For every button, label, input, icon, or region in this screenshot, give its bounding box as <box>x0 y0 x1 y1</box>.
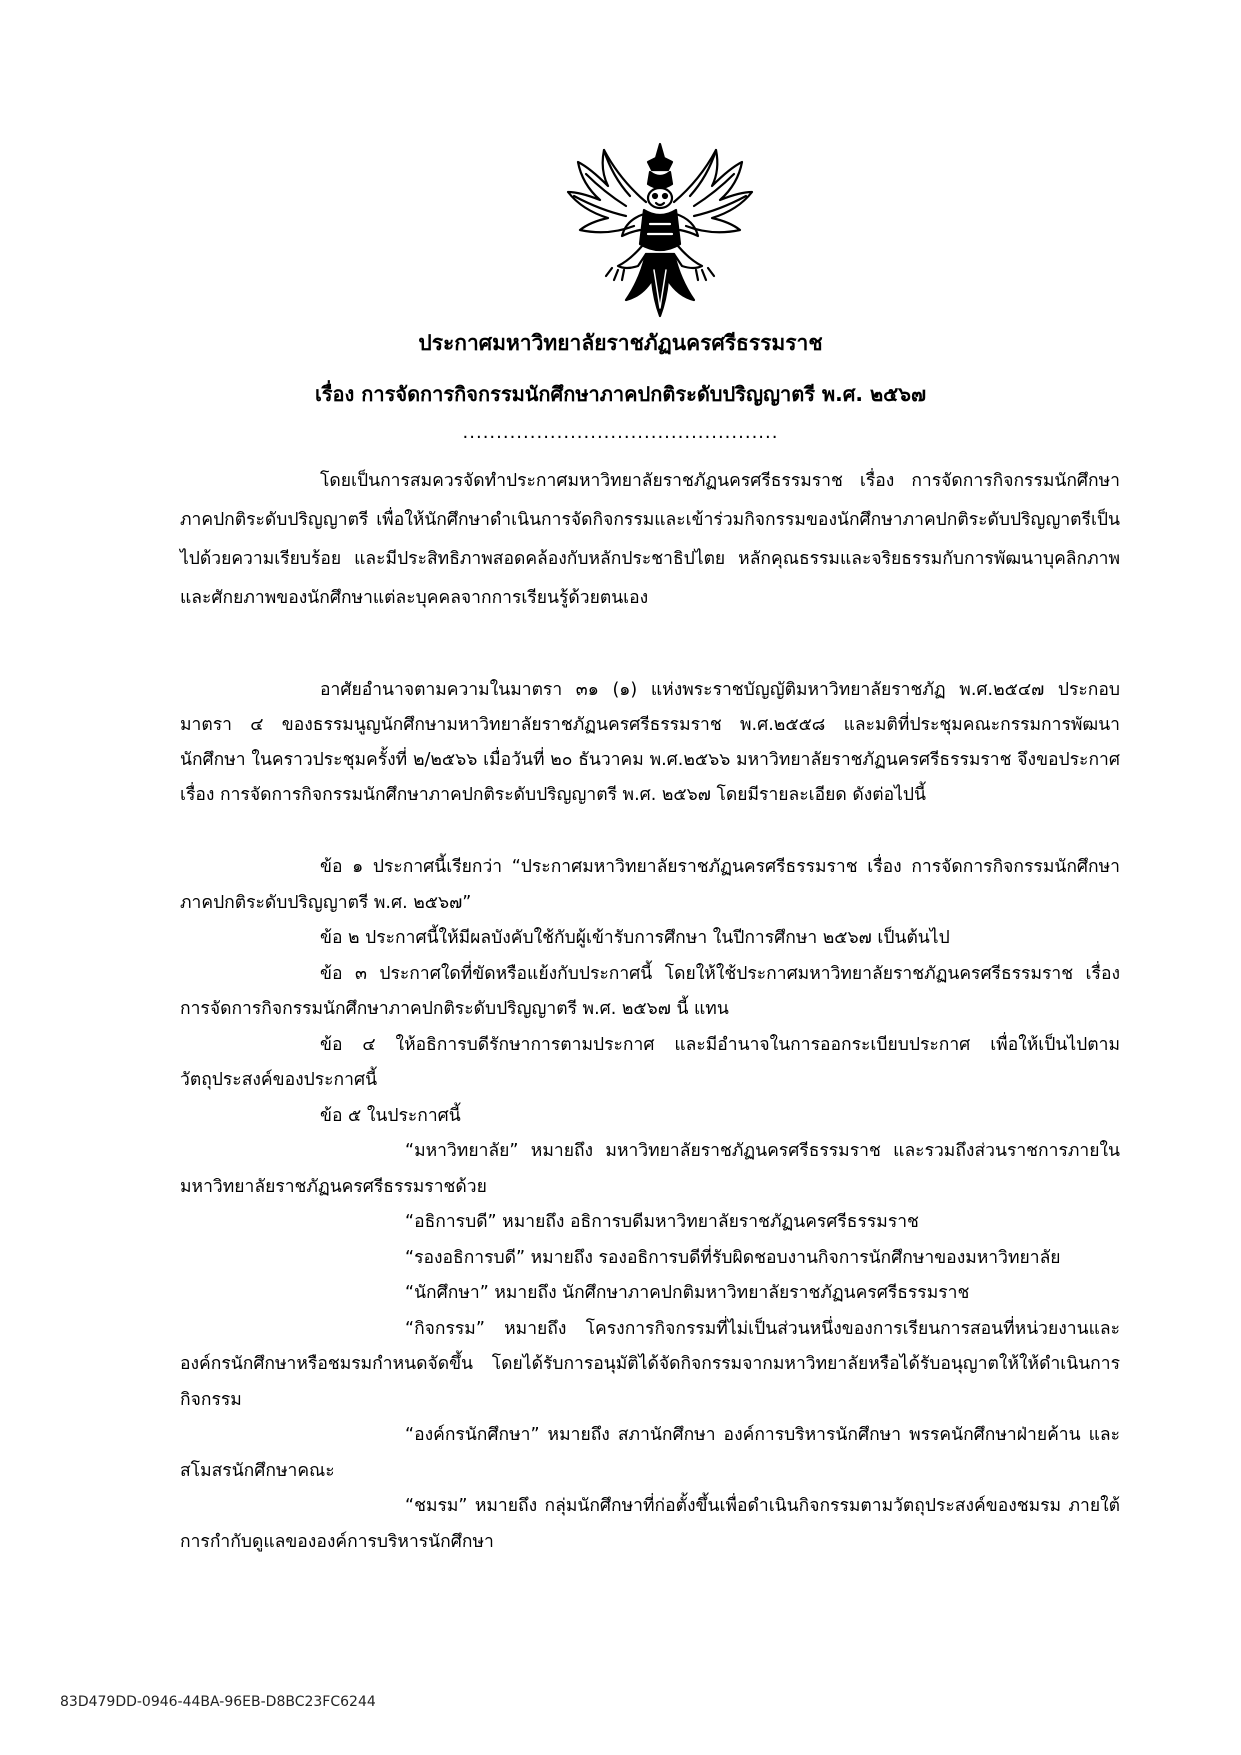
definition-student-organization: “องค์กรนักศึกษา” หมายถึง สภานักศึกษา องค์การบริหารนักศึกษา พรรคนักศึกษาฝ่ายค้าน และสโมสรนักศึกษาคณะ <box>180 1425 1120 1481</box>
definition-university: “มหาวิทยาลัย” หมายถึง มหาวิทยาลัยราชภัฏนครศรีธรรมราช และรวมถึงส่วนราชการภายในมหาวิทยาลัยราชภัฏนครศรีธรรมราชด้วย <box>180 1141 1120 1197</box>
definition-student: “นักศึกษา” หมายถึง นักศึกษาภาคปกติมหาวิทยาลัยราชภัฏนครศรีธรรมราช <box>405 1283 970 1303</box>
preamble-paragraph-1 <box>180 462 1120 618</box>
clauses-section <box>180 850 1120 1560</box>
preamble-text: โดยเป็นการสมควรจัดทำประกาศมหาวิทยาลัยราชภัฏนครศรีธรรมราช เรื่อง การจัดการกิจกรรมนักศึกษาภาคปกติระดับปริญญาตรี เพื่อให้นักศึกษาดำเนินการจัดกิจกรรมและเข้าร่วมกิจกรรมของนักศึกษาภาคปกติระดับปริญญาตรีเป็นไปด้วยความเรียบร้อย และมีประสิทธิภาพสอดคล้องกับหลักประชาธิปไตย หลักคุณธรรมและจริยธรรมกับการพัฒนาบุคลิกภาพและศักยภาพของนักศึกษาแต่ละบุคคลจากการเรียนรู้ด้วยตนเอง <box>180 471 1120 608</box>
definition-club: “ชมรม” หมายถึง กลุ่มนักศึกษาที่ก่อตั้งขึ้นเพื่อดำเนินกิจกรรมตามวัตถุประสงค์ของชมรม ภายใต้การกำกับดูแลขององค์การบริหารนักศึกษา <box>180 1496 1120 1552</box>
clause-1: ข้อ ๑ ประกาศนี้เรียกว่า “ประกาศมหาวิทยาลัยราชภัฏนครศรีธรรมราช เรื่อง การจัดการกิจกรรมนักศึกษาภาคปกติระดับปริญญาตรี พ.ศ. ๒๕๖๗” <box>180 857 1120 913</box>
definition-activity: “กิจกรรม” หมายถึง โครงการกิจกรรมที่ไม่เป็นส่วนหนึ่งของการเรียนการสอนที่หน่วยงานและองค์กรนักศึกษาหรือชมรมกำหนดจัดขึ้น โดยได้รับการอนุมัติได้จัดกิจกรรมจากมหาวิทยาลัยหรือได้รับอนุญาตให้ให้ดำเนินการกิจกรรม <box>180 1318 1120 1410</box>
definition-president: “อธิการบดี” หมายถึง อธิการบดีมหาวิทยาลัยราชภัฏนครศรีธรรมราช <box>405 1212 919 1232</box>
clause-5: ข้อ ๕ ในประกาศนี้ <box>320 1105 461 1126</box>
preamble-paragraph-2 <box>180 673 1120 813</box>
clause-2: ข้อ ๒ ประกาศนี้ให้มีผลบังคับใช้กับผู้เข้ารับการศึกษา ในปีการศึกษา ๒๕๖๗ เป็นต้นไป <box>320 928 950 948</box>
separator-dots: ............................................... <box>462 422 779 443</box>
subject-line: เรื่อง การจัดการกิจกรรมนักศึกษาภาคปกติระดับปริญญาตรี พ.ศ. ๒๕๖๗ <box>314 382 927 406</box>
clause-4: ข้อ ๔ ให้อธิการบดีรักษาการตามประกาศ และมีอำนาจในการออกระเบียบประกาศ เพื่อให้เป็นไปตามวัตถุประสงค์ของประกาศนี้ <box>180 1034 1120 1090</box>
definition-vice-president: “รองอธิการบดี” หมายถึง รองอธิการบดีที่รับผิดชอบงานกิจการนักศึกษาของมหาวิทยาลัย <box>405 1247 1061 1268</box>
garuda-emblem <box>560 140 760 320</box>
clause-3: ข้อ ๓ ประกาศใดที่ขัดหรือแย้งกับประกาศนี้ โดยให้ใช้ประกาศมหาวิทยาลัยราชภัฏนครศรีธรรมราช เรื่อง การจัดการกิจกรรมนักศึกษาภาคปกติระดับปริญญาตรี พ.ศ. ๒๕๖๗ นี้ แทน <box>180 963 1120 1019</box>
page-title: ประกาศมหาวิทยาลัยราชภัฏนครศรีธรรมราช <box>418 331 823 355</box>
document-id: 83D479DD-0946-44BA-96EB-D8BC23FC6244 <box>60 1694 376 1710</box>
authority-text: อาศัยอำนาจตามความในมาตรา ๓๑ (๑) แห่งพระราชบัญญัติมหาวิทยาลัยราชภัฏ พ.ศ.๒๕๔๗ ประกอบมาตรา ๔ ของธรรมนูญนักศึกษามหาวิทยาลัยราชภัฏนครศรีธรรมราช พ.ศ.๒๕๕๘ และมติที่ประชุมคณะกรรมการพัฒนานักศึกษา ในคราวประชุมครั้งที่ ๒/๒๕๖๖ เมื่อวันที่ ๒๐ ธันวาคม พ.ศ.๒๕๖๖ มหาวิทยาลัยราชภัฏนครศรีธรรมราช จึงขอประกาศ เรื่อง การจัดการกิจกรรมนักศึกษาภาคปกติระดับปริญญาตรี พ.ศ. ๒๕๖๗ โดยมีรายละเอียด ดังต่อไปนี้ <box>180 680 1120 805</box>
